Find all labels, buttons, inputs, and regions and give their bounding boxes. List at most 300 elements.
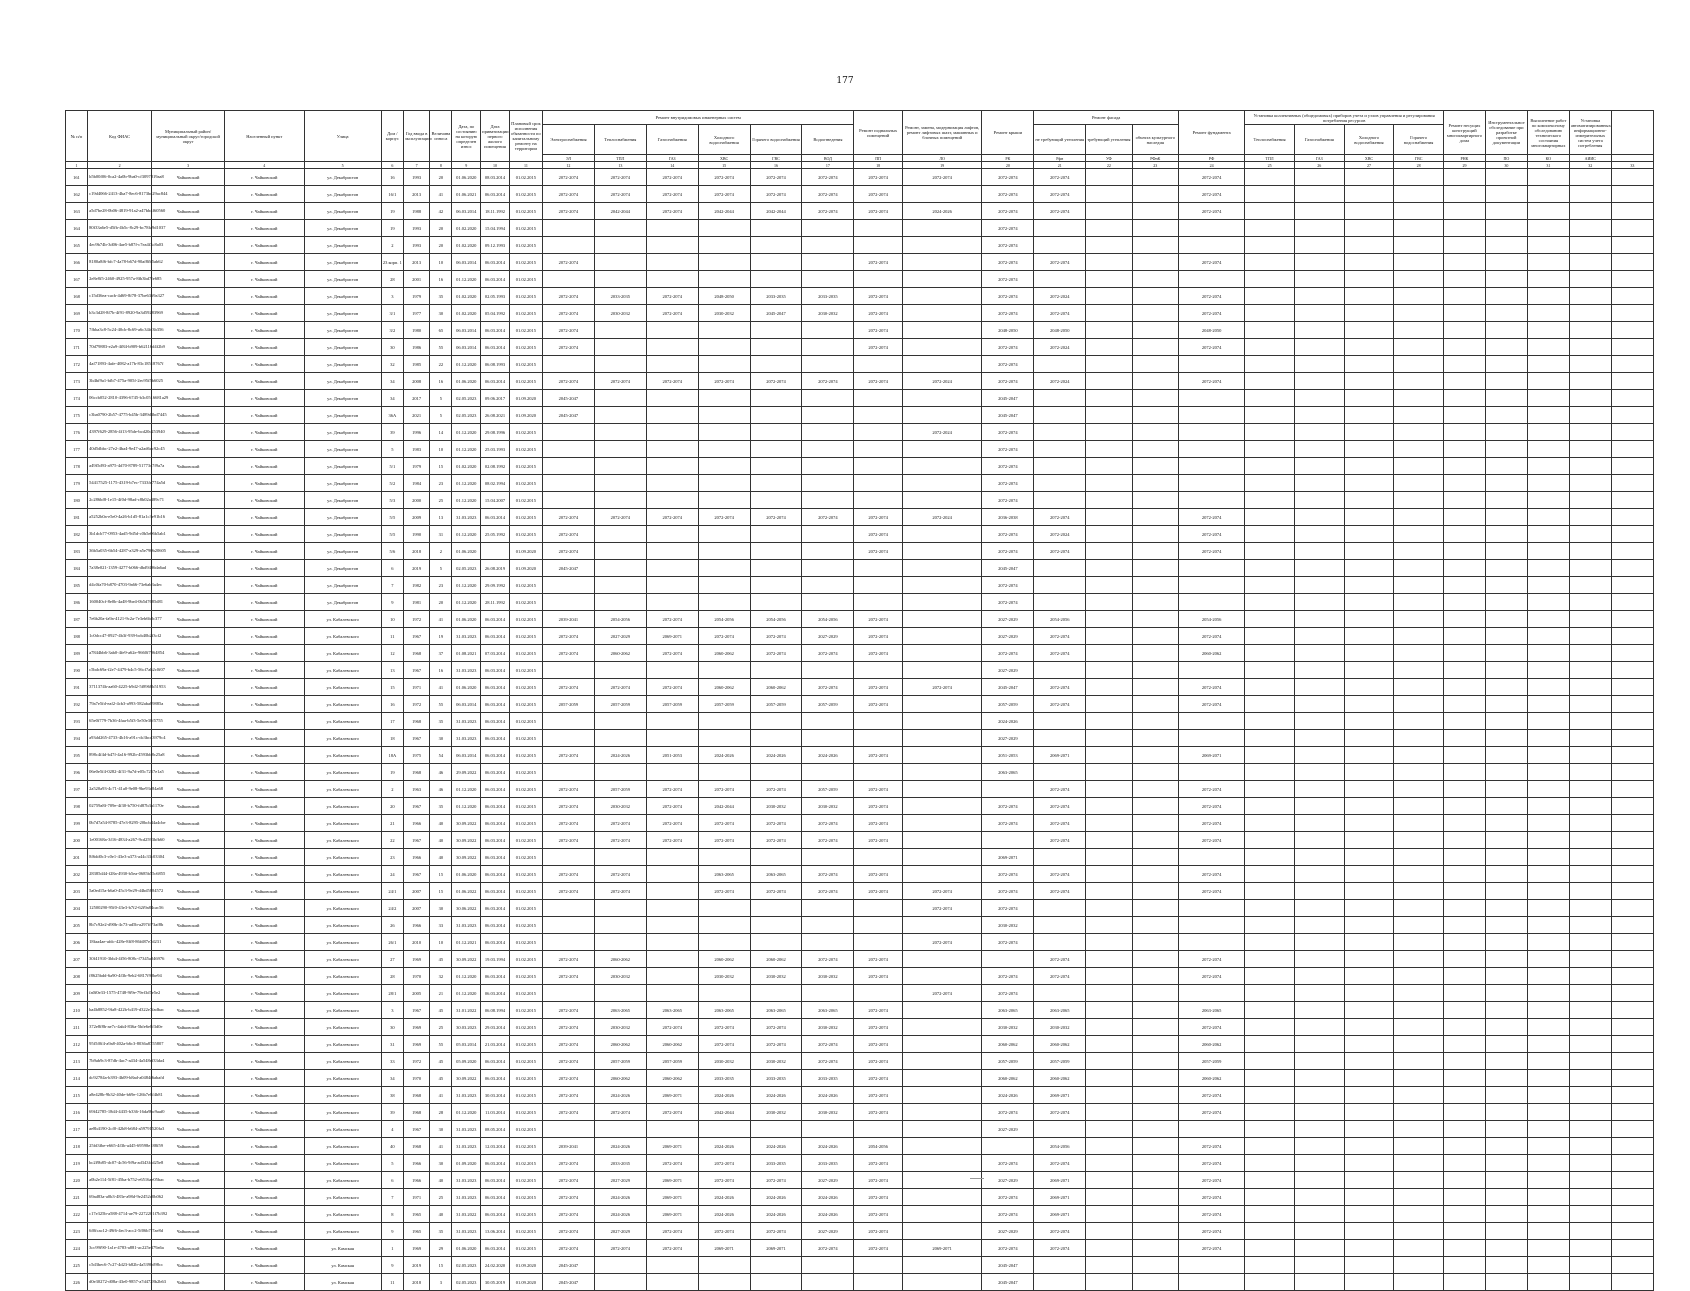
wear-percent: 28 [430,1104,452,1121]
planned-period [854,900,903,917]
planned-period [1245,1002,1295,1019]
planned-period [1245,373,1295,390]
service-code: УФ [1086,155,1132,162]
deadline-date: 01.02.2015 [509,220,542,237]
planned-period [1527,934,1569,951]
planned-period [542,220,594,237]
planned-period [1132,866,1178,883]
planned-period [1485,866,1527,883]
locality: г. Чайковский [225,560,305,577]
planned-period [1344,866,1394,883]
planned-period [1527,679,1569,696]
planned-period [1294,1053,1344,1070]
planned-period: 2072-2074 [646,509,698,526]
planned-period [1443,1155,1485,1172]
wear-percent: 45 [430,951,452,968]
planned-period [1527,713,1569,730]
planned-period [1178,1257,1244,1274]
planned-period: 2072-2074 [982,186,1034,203]
fias-code: ba4b8852-9fa8-422b-b419-d322e7fadbac [88,1002,152,1019]
deadline-date: 01.09.2020 [509,407,542,424]
wear-percent: 35 [430,713,452,730]
planned-period [1245,798,1295,815]
status-date: 02.05.2023 [452,1274,481,1291]
wear-percent: 20 [430,237,452,254]
header-deadline: Плановый срок исполнения обязанности по капитальному ремонту на территории [509,111,542,162]
planned-period [902,458,982,475]
locality: г. Чайковский [225,577,305,594]
planned-period [1178,985,1244,1002]
wear-percent: 41 [430,1087,452,1104]
planned-period [1294,1155,1344,1172]
planned-period: 2072-2074 [750,1019,802,1036]
street: ул. Кабалевского [304,764,381,781]
planned-period: 2069-2071 [646,1189,698,1206]
planned-period [646,594,698,611]
planned-period [1569,645,1611,662]
planned-period [1132,1138,1178,1155]
planned-period [1569,509,1611,526]
planned-period: 2048-2050 [1178,322,1244,339]
planned-period [698,713,750,730]
planned-period [1132,356,1178,373]
planned-period [1394,1036,1444,1053]
planned-period [594,1274,646,1291]
planned-period [1527,220,1569,237]
planned-period [902,1121,982,1138]
column-number: 20 [982,162,1034,169]
wear-percent: 35 [430,288,452,305]
deadline-date: 01.02.2015 [509,577,542,594]
municipality: Чайковский [152,526,225,543]
planned-period [1245,815,1295,832]
planned-period [1034,985,1086,1002]
table-row [66,373,1654,390]
planned-period [1086,1223,1132,1240]
planned-period [594,849,646,866]
extra-cell [1611,1019,1653,1036]
planned-period [1034,900,1086,917]
planned-period [902,1036,982,1053]
planned-period [1344,1036,1394,1053]
planned-period: 2024-2026 [802,747,854,764]
fias-code: a49f5d93-a975-4d70-8789-51773c7f9a7a [88,458,152,475]
planned-period: 2072-2074 [1034,951,1086,968]
planned-period [1569,1155,1611,1172]
planned-period [1569,764,1611,781]
planned-period [1443,356,1485,373]
planned-period: 2060-2062 [1178,645,1244,662]
planned-period [594,390,646,407]
planned-period: 2072-2074 [982,594,1034,611]
planned-period: 2072-2074 [646,288,698,305]
locality: г. Чайковский [225,849,305,866]
fias-code: 12500290-95f0-43e3-b7f2-62f9a84cac56 [88,900,152,917]
municipality: Чайковский [152,1070,225,1087]
street: ул. Кабалевского [304,1155,381,1172]
planned-period [854,730,903,747]
planned-period [802,594,854,611]
year-built: 1967 [403,866,430,883]
deadline-date: 01.09.2020 [509,543,542,560]
planned-period [1527,645,1569,662]
planned-period [698,764,750,781]
planned-period [698,424,750,441]
planned-period [1394,1070,1444,1087]
planned-period [1394,662,1444,679]
house-number: 27 [381,951,403,968]
column-number: 29 [1443,162,1485,169]
planned-period: 2030-2032 [698,1053,750,1070]
planned-period: 2024-2026 [698,1189,750,1206]
deadline-date: 01.02.2015 [509,594,542,611]
planned-period: 2072-2074 [542,526,594,543]
planned-period: 2045-2047 [750,305,802,322]
municipality: Чайковский [152,1172,225,1189]
planned-period [1086,203,1132,220]
planned-period [750,713,802,730]
planned-period [646,577,698,594]
status-date: 01.06.2021 [452,186,481,203]
status-date: 01.06.2020 [452,611,481,628]
street: ул. Декабристов [304,458,381,475]
planned-period [1344,492,1394,509]
table-row [66,1104,1654,1121]
planned-period [1344,713,1394,730]
planned-period: 2060-2062 [594,1070,646,1087]
status-date: 01.06.2020 [452,169,481,186]
planned-period [698,526,750,543]
fias-code: 28385d44-f28a-4930-b5ea-0685b55c6855 [88,866,152,883]
planned-period [902,1087,982,1104]
planned-period [646,560,698,577]
planned-period: 2024-2026 [982,1087,1034,1104]
planned-period [1132,475,1178,492]
planned-period [646,526,698,543]
status-date: 30.09.2022 [452,832,481,849]
planned-period [1394,594,1444,611]
planned-period [594,407,646,424]
status-date: 30.09.2022 [452,849,481,866]
planned-period [1569,1206,1611,1223]
privatization-date: 06.03.2014 [481,934,510,951]
street: ул. Кабалевского [304,917,381,934]
planned-period [1294,339,1344,356]
municipality: Чайковский [152,747,225,764]
planned-period [698,662,750,679]
status-date: 31.03.2023 [452,1172,481,1189]
planned-period [1344,747,1394,764]
extra-cell [1611,543,1653,560]
municipality: Чайковский [152,492,225,509]
municipality: Чайковский [152,1240,225,1257]
planned-period [1132,713,1178,730]
planned-period [1569,1019,1611,1036]
planned-period [1485,1274,1527,1291]
planned-period [802,220,854,237]
service-code: ХВС [1344,155,1394,162]
locality: г. Чайковский [225,424,305,441]
deadline-date: 01.02.2015 [509,1206,542,1223]
planned-period [1527,271,1569,288]
planned-period [1086,934,1132,951]
fias-code: fa0f0e33-1575-4748-9f9e-79ef3d7e5e2 [88,985,152,1002]
street: ул. Кабалевского [304,883,381,900]
deadline-date: 01.02.2015 [509,747,542,764]
table-row [66,305,1654,322]
planned-period [902,254,982,271]
planned-period [1344,832,1394,849]
municipality: Чайковский [152,254,225,271]
column-number: 17 [802,162,854,169]
planned-period [1344,917,1394,934]
planned-period [1485,271,1527,288]
deadline-date: 01.02.2015 [509,866,542,883]
planned-period [1294,1002,1344,1019]
planned-period [1294,424,1344,441]
locality: г. Чайковский [225,203,305,220]
planned-period [1394,543,1444,560]
planned-period [802,254,854,271]
planned-period: 2030-2032 [802,1104,854,1121]
planned-period [1485,730,1527,747]
planned-period [1245,849,1295,866]
planned-period [646,900,698,917]
planned-period [1443,594,1485,611]
planned-period [1569,628,1611,645]
house-number: 30 [381,1019,403,1036]
extra-cell [1611,526,1653,543]
planned-period [1443,1087,1485,1104]
planned-period: 2024-2026 [750,1087,802,1104]
planned-period [902,271,982,288]
house-number: 3/2 [381,322,403,339]
house-number: 16/1 [381,186,403,203]
planned-period: 2054-2056 [698,611,750,628]
header-survey: Инструментальное обследование при разработке проектной документации [1485,111,1527,155]
table-row [66,1155,1654,1172]
planned-period [902,662,982,679]
fias-code: 7e6b20a-fa9a-4121-9c2a-7e3eb6b8c377 [88,611,152,628]
planned-period [594,900,646,917]
year-built: 1988 [403,203,430,220]
municipality: Чайковский [152,407,225,424]
row-number: 171 [66,339,88,356]
planned-period [1034,764,1086,781]
planned-period [1178,713,1244,730]
deadline-date: 01.02.2015 [509,424,542,441]
row-number: 226 [66,1274,88,1291]
planned-period: 2072-2074 [982,883,1034,900]
planned-period [1344,1274,1394,1291]
planned-period: 2072-2074 [982,271,1034,288]
planned-period [1245,934,1295,951]
planned-period [542,934,594,951]
wear-percent: 15 [430,1257,452,1274]
planned-period [1527,1002,1569,1019]
planned-period [594,713,646,730]
row-number: 173 [66,373,88,390]
column-number: 32 [1569,162,1611,169]
planned-period: 2072-2074 [982,441,1034,458]
municipality: Чайковский [152,220,225,237]
planned-period [646,985,698,1002]
planned-period: 2072-2074 [854,305,903,322]
planned-period [1485,441,1527,458]
planned-period [1086,492,1132,509]
planned-period [1394,747,1444,764]
planned-period [1569,1053,1611,1070]
planned-period [1132,526,1178,543]
planned-period [646,356,698,373]
planned-period [902,798,982,815]
wear-percent: 46 [430,781,452,798]
header-extra [1611,111,1653,155]
privatization-date: 06.03.2014 [481,900,510,917]
planned-period [1394,509,1444,526]
deadline-date: 01.02.2015 [509,900,542,917]
planned-period [1344,339,1394,356]
planned-period [542,424,594,441]
planned-period [1294,594,1344,611]
municipality: Чайковский [152,1155,225,1172]
planned-period [1569,1274,1611,1291]
year-built: 2017 [403,390,430,407]
planned-period [902,849,982,866]
planned-period: 2033-2035 [594,288,646,305]
planned-period: 2072-2074 [1034,509,1086,526]
status-date: 01.06.2020 [452,1240,481,1257]
locality: г. Чайковский [225,934,305,951]
planned-period [1527,798,1569,815]
planned-period [750,900,802,917]
planned-period [802,1257,854,1274]
house-number: 5/6 [381,543,403,560]
table-row [66,781,1654,798]
planned-period [1086,747,1132,764]
planned-period [1178,900,1244,917]
planned-period [594,764,646,781]
planned-period [1443,1002,1485,1019]
planned-period [542,764,594,781]
service-code: АИИС [1569,155,1611,162]
planned-period [750,849,802,866]
year-built: 1983 [403,441,430,458]
planned-period [802,458,854,475]
planned-period [750,339,802,356]
locality: г. Чайковский [225,917,305,934]
municipality: Чайковский [152,390,225,407]
planned-period: 2072-2074 [854,1002,903,1019]
planned-period [1245,917,1295,934]
deadline-date: 01.02.2015 [509,628,542,645]
planned-period [1344,169,1394,186]
planned-period [802,662,854,679]
planned-period [1294,356,1344,373]
planned-period [594,356,646,373]
planned-period: 2072-2074 [542,322,594,339]
status-date: 30.06.2022 [452,900,481,917]
planned-period: 2072-2074 [854,339,903,356]
fias-code: 18faa4ae-afdc-428e-8ff8-86fd87e7d231 [88,934,152,951]
planned-period: 2072-2074 [698,169,750,186]
planned-period [1394,1104,1444,1121]
planned-period [1569,458,1611,475]
row-number: 195 [66,747,88,764]
planned-period: 2072-2074 [542,968,594,985]
year-built: 1966 [403,1155,430,1172]
deadline-date: 01.02.2015 [509,696,542,713]
planned-period: 2072-2074 [1178,951,1244,968]
house-number: 28 [381,271,403,288]
planned-period [1132,1087,1178,1104]
municipality: Чайковский [152,1189,225,1206]
planned-period [750,475,802,492]
deadline-date: 01.02.2015 [509,288,542,305]
planned-period: 2069-2071 [1034,747,1086,764]
planned-period: 2072-2074 [1178,1223,1244,1240]
planned-period [1294,866,1344,883]
extra-cell [1611,781,1653,798]
table-row [66,713,1654,730]
planned-period [698,254,750,271]
planned-period [1443,798,1485,815]
planned-period: 2057-2059 [698,696,750,713]
header-info-system: Установка автоматизированных информационно-измерительных систем учета потребления [1569,111,1611,155]
column-number: 27 [1344,162,1394,169]
planned-period [1527,1104,1569,1121]
planned-period [1034,220,1086,237]
planned-period [1294,237,1344,254]
planned-period [750,1274,802,1291]
privatization-date: 11.03.2014 [481,1104,510,1121]
planned-period: 2072-2074 [542,339,594,356]
planned-period [1569,271,1611,288]
table-row [66,917,1654,934]
wear-percent: 40 [430,849,452,866]
row-number: 223 [66,1223,88,1240]
header-hot-water: Горячего водоснабжения [750,125,802,155]
planned-period [1527,849,1569,866]
fias-code: 7a38e021-1359-4277-b066-dbd9496da6ad [88,560,152,577]
status-date: 01.06.2020 [452,679,481,696]
header-meter-hot: Горячего водоснабжения [1394,125,1444,155]
header-street: Улица [304,111,381,162]
service-code: ВОД [802,155,854,162]
planned-period [594,577,646,594]
row-number: 211 [66,1019,88,1036]
privatization-date: 18.11.1992 [481,203,510,220]
planned-period [1086,237,1132,254]
street: ул. Кабалевского [304,832,381,849]
planned-period [1086,883,1132,900]
planned-period [1294,934,1344,951]
planned-period: 2072-2074 [646,781,698,798]
planned-period [1527,1087,1569,1104]
planned-period [1245,696,1295,713]
street: ул. Декабристов [304,169,381,186]
planned-period [1394,900,1444,917]
fias-code: 30f41910-3bb4-4f56-808c-f7345a846976 [88,951,152,968]
planned-period: 2072-2074 [698,1036,750,1053]
planned-period: 2072-2074 [542,866,594,883]
wear-percent: 65 [430,322,452,339]
planned-period [594,985,646,1002]
planned-period: 2069-2071 [1034,1189,1086,1206]
planned-period: 2072-2074 [982,900,1034,917]
planned-period [802,1121,854,1138]
planned-period: 2024-2026 [982,713,1034,730]
